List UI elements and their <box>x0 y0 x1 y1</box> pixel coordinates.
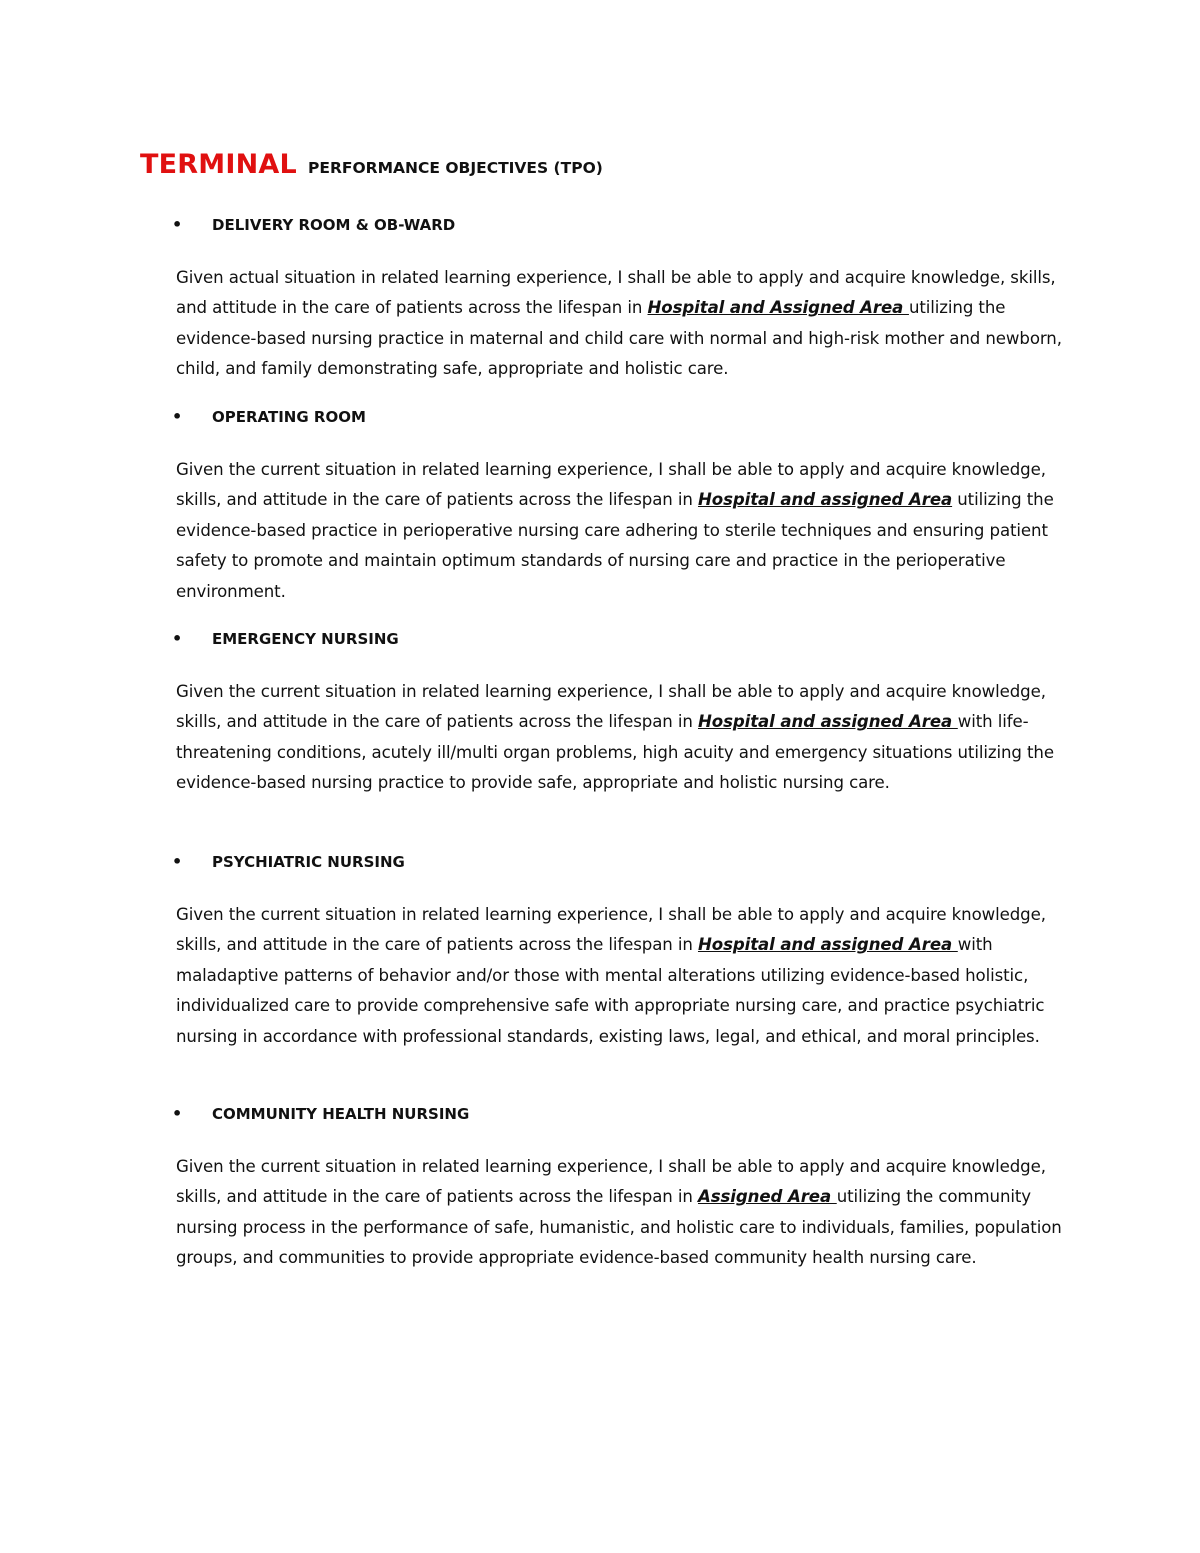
paragraph-text-after: utilizing the evidence-based nursing practice in maternal and child care with normal and high-risk mother and newborn, child, and family demonstrating safe, appropriate and holistic care. <box>176 298 1062 379</box>
section-heading <box>172 214 1076 236</box>
section-heading-label: PSYCHIATRIC NURSING <box>212 853 405 871</box>
section-heading <box>172 628 1076 650</box>
section-heading-label: COMMUNITY HEALTH NURSING <box>212 1105 470 1123</box>
section-paragraph <box>176 677 1076 799</box>
assigned-place: Assigned Area <box>697 1187 837 1207</box>
document-title <box>140 146 603 178</box>
title-rest: PERFORMANCE OBJECTIVES (TPO) <box>308 159 603 177</box>
section-heading-label: OPERATING ROOM <box>212 408 366 426</box>
title-accent: TERMINAL <box>140 149 297 180</box>
section-paragraph <box>176 1152 1076 1274</box>
paragraph-text-after: with life-threatening conditions, acutely ill/multi organ problems, high acuity and emergency situations utilizing the evidence-based nursing practice to provide safe, appropriate and holistic nursing care. <box>176 712 1054 793</box>
bullet-icon: • <box>172 629 183 648</box>
section-community-health-nursing <box>172 1103 1076 1274</box>
section-paragraph <box>176 900 1076 1052</box>
paragraph-text-before: Given the current situation in related learning experience, I shall be able to apply and acquire knowledge, skills, and attitude in the care of patients across the lifespan in <box>176 682 1046 732</box>
section-heading-label: EMERGENCY NURSING <box>212 630 399 648</box>
section-heading <box>172 851 1076 873</box>
bullet-icon: • <box>172 215 183 234</box>
section-operating-room <box>172 406 1076 607</box>
assigned-place: Hospital and assigned Area <box>697 490 953 510</box>
bullet-icon: • <box>172 852 183 871</box>
section-emergency-nursing <box>172 628 1076 799</box>
section-paragraph <box>176 455 1076 607</box>
paragraph-text-before: Given the current situation in related learning experience, I shall be able to apply and acquire knowledge, skills, and attitude in the care of patients across the lifespan in <box>176 905 1046 955</box>
paragraph-text-before: Given the current situation in related learning experience, I shall be able to apply and acquire knowledge, skills, and attitude in the care of patients across the lifespan in <box>176 460 1046 510</box>
assigned-place: Hospital and assigned Area <box>697 712 958 732</box>
paragraph-text-after: with maladaptive patterns of behavior and/or those with mental alterations utilizing evidence-based holistic, individualized care to provide comprehensive safe with appropriate nursing care, and practice psychiatric nursing in accordance with professional standards, existing laws, legal, and ethical, and moral principles. <box>176 935 1045 1046</box>
section-heading-label: DELIVERY ROOM & OB-WARD <box>212 216 456 234</box>
bullet-icon: • <box>172 1104 183 1123</box>
section-delivery-room <box>172 214 1076 385</box>
paragraph-text-before: Given the current situation in related learning experience, I shall be able to apply and acquire knowledge, skills, and attitude in the care of patients across the lifespan in <box>176 1157 1046 1207</box>
assigned-place: Hospital and Assigned Area <box>647 298 909 318</box>
paragraph-text-after: utilizing the community nursing process in the performance of safe, humanistic, and holistic care to individuals, families, population groups, and communities to provide appropriate evidence-based community health nursing care. <box>176 1187 1062 1268</box>
paragraph-text-after: utilizing the evidence-based practice in perioperative nursing care adhering to sterile techniques and ensuring patient safety to promote and maintain optimum standards of nursing care and practice in the perioperative environment. <box>176 490 1054 601</box>
section-heading <box>172 406 1076 428</box>
section-psychiatric-nursing <box>172 851 1076 1052</box>
section-paragraph <box>176 263 1076 385</box>
paragraph-text-before: Given actual situation in related learning experience, I shall be able to apply and acquire knowledge, skills, and attitude in the care of patients across the lifespan in <box>176 268 1056 318</box>
bullet-icon: • <box>172 407 183 426</box>
assigned-place: Hospital and assigned Area <box>697 935 958 955</box>
section-heading <box>172 1103 1076 1125</box>
